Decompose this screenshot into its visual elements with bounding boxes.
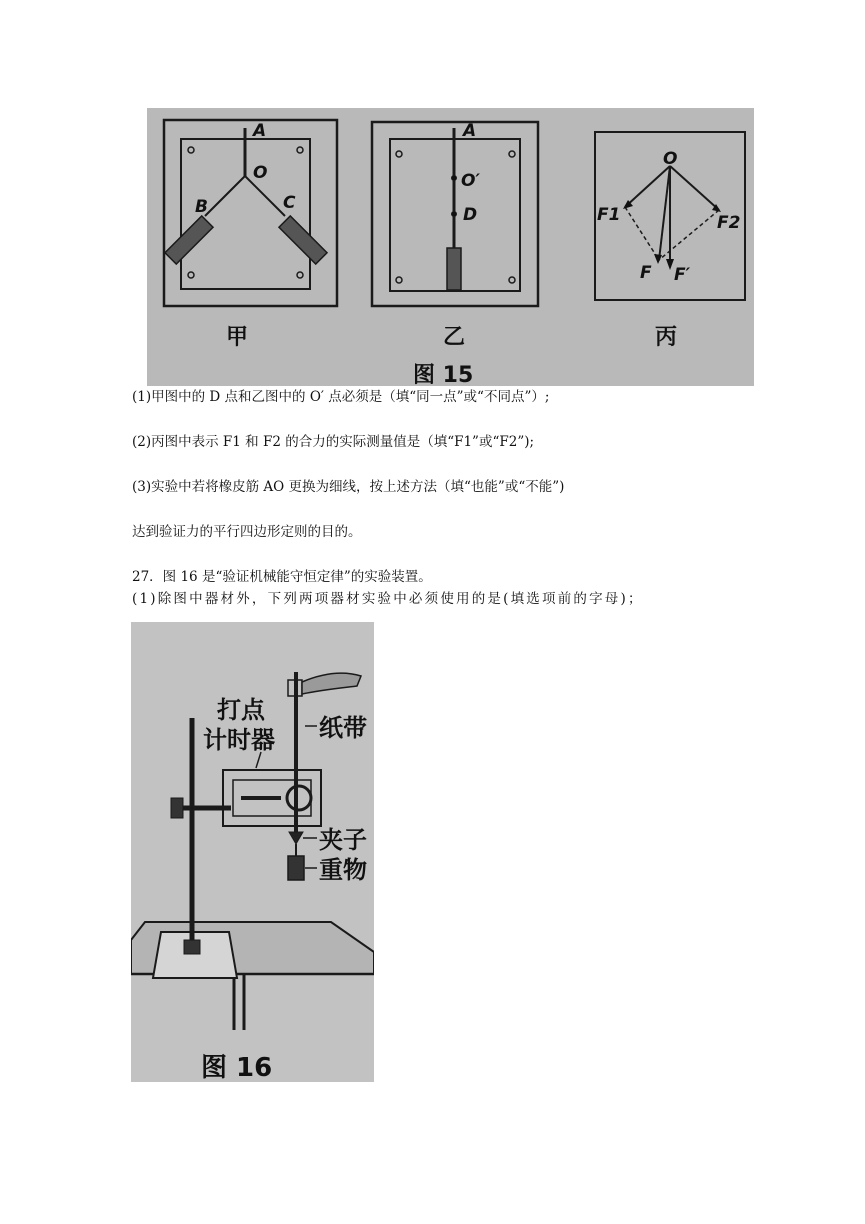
label-f-prime-bing: F′ [674, 265, 691, 285]
spring-scale-b [165, 216, 213, 264]
question-26-3: (3)实验中若将橡皮筋 AO 更换为细线，按上述方法（填“也能”或“不能”) [132, 479, 565, 495]
label-o-jia: O [253, 163, 268, 183]
label-clip: 夹子 [319, 826, 367, 854]
label-paper-tape: 纸带 [319, 714, 367, 742]
figure-15 [147, 108, 754, 386]
figure-15-caption: 图 15 [413, 363, 474, 386]
figure-16 [131, 622, 374, 1082]
question-26-1: (1)甲图中的 D 点和乙图中的 O′ 点必须是（填“同一点”或“不同点”）; [132, 389, 550, 405]
label-o-prime-yi: O′ [461, 171, 480, 191]
figure-16-caption: 图 16 [201, 1053, 273, 1082]
label-f-bing: F [640, 263, 652, 283]
label-d-yi: D [463, 205, 478, 225]
label-f1-bing: F1 [597, 205, 621, 225]
label-weight: 重物 [319, 856, 367, 884]
label-timer-line1: 打点 [217, 696, 265, 724]
panel-jia [164, 120, 337, 306]
label-f2-bing: F2 [717, 213, 741, 233]
label-a-jia: A [253, 121, 267, 141]
label-timer-line2: 计时器 [203, 726, 275, 754]
label-a-yi: A [463, 121, 477, 141]
panel-label-yi: 乙 [443, 325, 466, 350]
question-27-stem: 27．图 16 是“验证机械能守恒定律”的实验装置。 [132, 569, 432, 585]
question-27-1: (1)除图中器材外，下列两项器材实验中必须使用的是(填选项前的字母)； [132, 591, 644, 607]
panel-yi [372, 122, 538, 306]
spring-scale-c [279, 216, 327, 264]
question-26-3-cont: 达到验证力的平行四边形定则的目的。 [132, 524, 362, 540]
label-c-jia: C [283, 193, 296, 213]
label-b-jia: B [195, 197, 208, 217]
panel-label-jia: 甲 [226, 325, 249, 350]
label-o-bing: O [663, 149, 678, 169]
panel-label-bing: 丙 [655, 325, 678, 350]
question-26-2: (2)丙图中表示 F1 和 F2 的合力的实际测量值是（填“F1”或“F2”); [132, 434, 535, 450]
